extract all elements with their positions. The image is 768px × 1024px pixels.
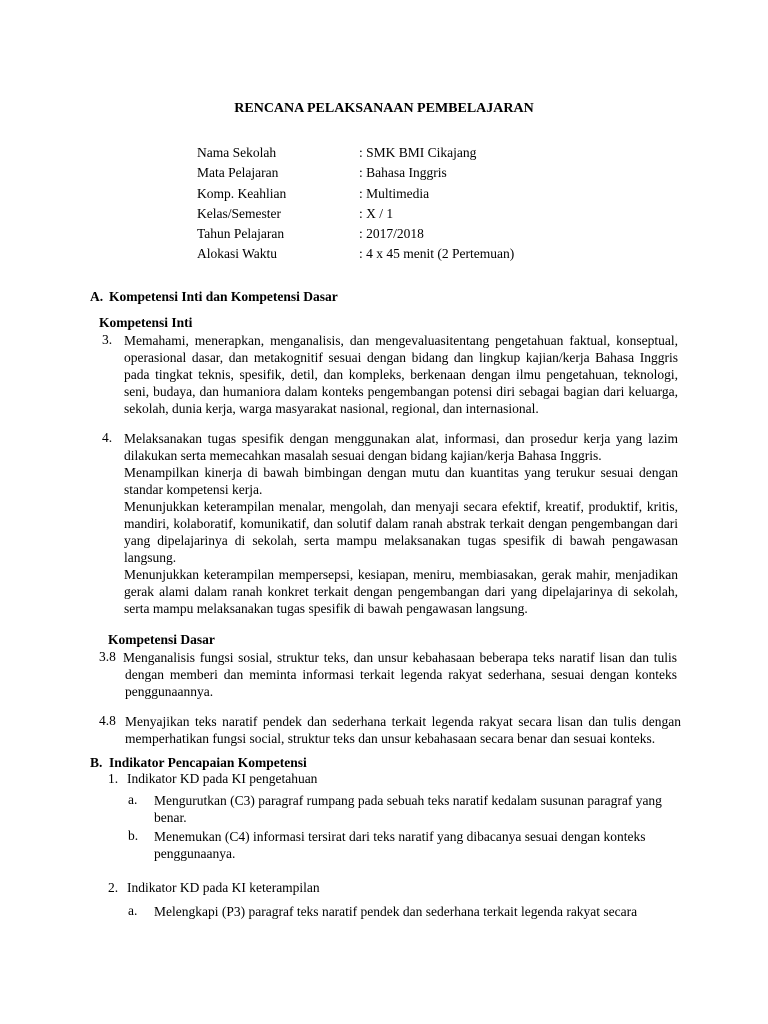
info-label: Mata Pelajaran	[197, 165, 279, 180]
info-label: Kelas/Semester	[197, 206, 281, 221]
info-label: Tahun Pelajaran	[197, 226, 285, 241]
section-title: Indikator Pencapaian Kompetensi	[109, 755, 307, 770]
section-letter: B.	[90, 755, 103, 770]
item-text	[124, 430, 678, 617]
info-value: : Bahasa Inggris	[359, 165, 447, 180]
item-letter: b.	[128, 828, 139, 843]
ki4-paragraph-1: Melaksanakan tugas spesifik dengan menggunakan alat, informasi, dan prosedur kerja yang lazim dilakukan serta memecahkan masalah sesuai dengan bidang kajian/kerja Bahasa Inggris.	[124, 431, 678, 463]
kompetensi-inti-heading: Kompetensi Inti	[99, 315, 193, 330]
item-number: 4.	[102, 430, 113, 445]
item-text: Mengurutkan (C3) paragraf rumpang pada sebuah teks naratif kedalam susunan paragraf yang benar.	[154, 793, 662, 825]
info-value: : 4 x 45 menit (2 Pertemuan)	[359, 246, 515, 261]
item-letter: a.	[128, 903, 138, 918]
document-title: RENCANA PELAKSANAAN PEMBELAJARAN	[234, 101, 534, 116]
info-value: : SMK BMI Cikajang	[359, 145, 477, 160]
info-value: : Multimedia	[359, 186, 430, 201]
item-number: 1.	[108, 771, 119, 786]
info-value: : X / 1	[359, 206, 394, 221]
item-text: Menemukan (C4) informasi tersirat dari teks naratif yang dibacanya sesuai dengan konteks penggunaanya.	[154, 829, 646, 861]
info-value: : 2017/2018	[359, 226, 424, 241]
item-letter: a.	[128, 792, 138, 807]
ki4-paragraph-4: Menunjukkan keterampilan mempersepsi, kesiapan, meniru, membiasakan, gerak mahir, menjadikan gerak alami dalam ranah konkret terkait dengan pengembangan dari yang dipelajarinya di sekolah, serta mampu melaksanakan tugas spesifik di bawah pengawasan langsung.	[124, 567, 678, 616]
kompetensi-dasar-heading: Kompetensi Dasar	[108, 632, 215, 647]
info-label: Komp. Keahlian	[197, 186, 287, 201]
item-text: Menyajikan teks naratif pendek dan sederhana terkait legenda rakyat secara lisan dan tulis dengan memperhatikan fungsi social, struktur teks dan unsur kebahasaan secara benar dan sesuai konteks.	[125, 714, 681, 746]
item-number: 3.8	[99, 649, 116, 664]
info-label: Nama Sekolah	[197, 145, 277, 160]
item-number: 4.8	[99, 713, 116, 728]
item-text: Melengkapi (P3) paragraf teks naratif pendek dan sederhana terkait legenda rakyat secara	[154, 904, 638, 919]
section-letter: A.	[90, 289, 104, 304]
item-number: 2.	[108, 880, 119, 895]
item-text: Menganalisis fungsi sosial, struktur teks, dan unsur kebahasaan beberapa teks naratif lisan dan tulis dengan memberi dan meminta informasi terkait legenda rakyat sederhana, sesuai dengan konteks penggunaannya.	[123, 650, 677, 699]
item-text: Memahami, menerapkan, menganalisis, dan mengevaluasitentang pengetahuan faktual, konseptual, operasional dasar, dan metakognitif sesuai dengan bidang dan lingkup kajian/kerja Bahasa Inggris pada tingkat teknis, spesifik, detil, dan kompleks, berkenaan dengan ilmu pengetahuan, teknologi, seni, budaya, dan humaniora dalam konteks pengembangan potensi diri sebagai bagian dari keluarga, sekolah, dunia kerja, warga masyarakat nasional, regional, dan internasional.	[124, 333, 678, 416]
indikator-title: Indikator KD pada KI keterampilan	[127, 880, 320, 895]
ki4-paragraph-2: Menampilkan kinerja di bawah bimbingan dengan mutu dan kuantitas yang terukur sesuai dengan standar kompetensi kerja.	[124, 465, 678, 497]
info-label: Alokasi Waktu	[197, 246, 278, 261]
ki4-paragraph-3: Menunjukkan keterampilan menalar, mengolah, dan menyaji secara efektif, kreatif, produktif, kritis, mandiri, kolaboratif, komunikatif, dan solutif dalam ranah abstrak terkait dengan pengembangan dari yang dipelajarinya di sekolah, serta mampu melaksanakan tugas spesifik di bawah pengawasan langsung.	[124, 499, 678, 565]
section-title: Kompetensi Inti dan Kompetensi Dasar	[109, 289, 338, 304]
indikator-title: Indikator KD pada KI pengetahuan	[127, 771, 318, 786]
item-number: 3.	[102, 332, 113, 347]
